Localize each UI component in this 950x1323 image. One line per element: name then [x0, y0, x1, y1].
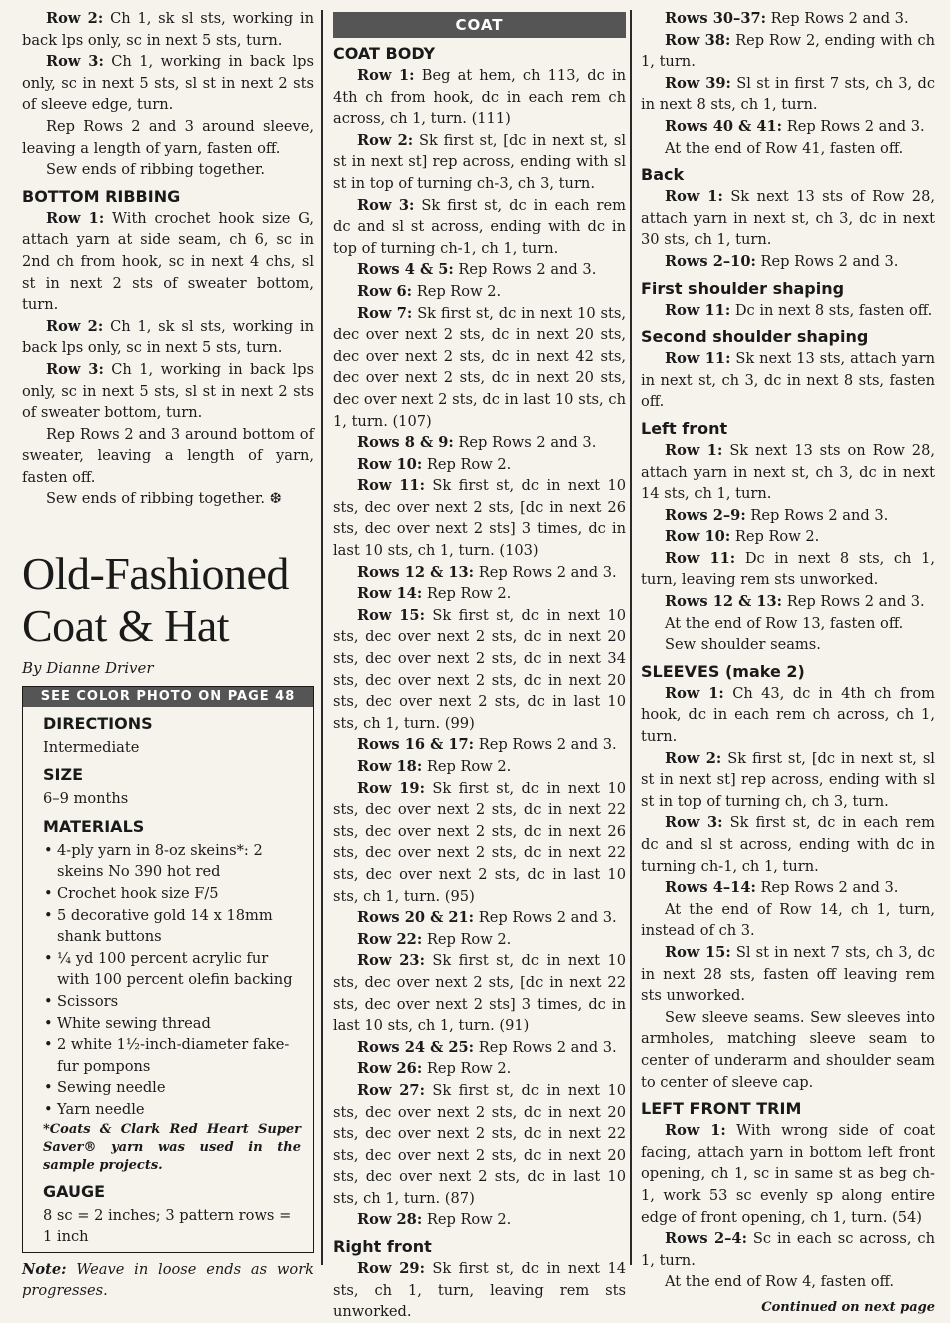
row-label: Rows 2–4:: [665, 1230, 747, 1248]
instruction-row: [22, 51, 314, 116]
row-text: Rep Rows 2 and 3.: [760, 252, 899, 270]
row-label: Row 3:: [665, 814, 723, 832]
row-text: At the end of Row 13, fasten off.: [665, 614, 904, 632]
row-text: Rep Row 2.: [416, 282, 502, 300]
row-label: Row 18:: [357, 758, 423, 775]
directions-heading: DIRECTIONS: [43, 713, 153, 733]
row-text: Rep Rows 2 and 3.: [760, 879, 899, 897]
yarn-footnote: *Coats & Clark Red Heart Super Saver® yarn was used in the sample projects.: [43, 1121, 301, 1173]
instruction-row: [641, 634, 935, 656]
instruction-row: [333, 303, 626, 433]
section-heading: Back: [641, 165, 685, 185]
instruction-row: [333, 1080, 626, 1210]
row-label: Row 28:: [357, 1211, 423, 1229]
column-rule: [321, 10, 323, 1265]
section-heading: First shoulder shaping: [641, 278, 845, 298]
row-text: Sc in each sc across, ch 1, turn.: [641, 1230, 936, 1269]
row-label: Row 1:: [665, 684, 724, 702]
row-label: Rows 16 & 17:: [357, 736, 475, 754]
instruction-row: [333, 1037, 626, 1059]
material-item: • White sewing thread: [57, 1013, 301, 1035]
right-front-rows: [333, 1258, 626, 1323]
instruction-row: [641, 748, 935, 813]
intro-rows: [22, 8, 314, 181]
section-heading: Right front: [333, 1237, 432, 1257]
row-text: Sk first st, dc in next 10 sts, dec over next 2 sts, [dc in next 22 sts, dec over next 2 sts] 3 times, dc in last 10 sts, ch 1, turn. (91): [333, 952, 627, 1035]
row-label: Row 11:: [665, 301, 731, 319]
row-text: Sk first st, [dc in next st, sl st in next st] rep across, ending with sl st in top of turning ch-3, ch 3, turn.: [333, 131, 626, 192]
row-text: Rep Row 2, ending with ch 1, turn.: [641, 31, 936, 71]
row-label: Row 15:: [665, 943, 731, 961]
article-title: [22, 548, 314, 652]
instruction-row: [641, 30, 935, 73]
row-text: Ch 1, sk sl sts, working in back lps only, sc in next 5 sts, turn.: [22, 10, 314, 49]
directions-text: Intermediate: [43, 738, 140, 756]
material-item: • 4-ply yarn in 8-oz skeins*: 2 skeins No 390 hot red: [57, 840, 301, 883]
left-front-rows: [641, 440, 935, 656]
row-text: Rep Rows 2 and 3.: [458, 434, 597, 452]
info-box: [22, 686, 314, 1253]
instruction-row: [333, 583, 626, 605]
section-heading: LEFT FRONT TRIM: [641, 1099, 802, 1119]
row-label: Row 3:: [357, 196, 415, 214]
row-text: Rep Rows 2 and 3 around bottom of sweater, leaving a length of yarn, fasten off.: [22, 425, 314, 486]
instruction-row: [641, 877, 935, 899]
instruction-row: [333, 454, 626, 476]
instruction-row: [333, 475, 626, 561]
row-text: Rep Rows 2 and 3.: [478, 1038, 617, 1056]
row-label: Row 10:: [357, 455, 423, 473]
instruction-row: [641, 812, 935, 877]
row-text: Ch 43, dc in 4th ch from hook, dc in each rem ch across, ch 1, turn.: [641, 684, 935, 746]
row-text: Rep Row 2.: [426, 930, 512, 948]
row-text: Sk first st, dc in next 14 sts, ch 1, turn, leaving rem sts unworked.: [333, 1260, 627, 1321]
row-label: Row 6:: [357, 282, 413, 300]
instruction-row: [22, 359, 314, 424]
row-label: Row 26:: [357, 1060, 423, 1078]
row-text: Rep Rows 2 and 3.: [786, 593, 925, 611]
back-rows: [641, 186, 935, 272]
row-label: Row 14:: [357, 585, 423, 603]
instruction-row: [333, 1058, 626, 1080]
instruction-row: [22, 316, 314, 359]
instruction-row: [333, 929, 626, 951]
instruction-row: [641, 186, 935, 251]
continued-note: Continued on next page: [761, 1299, 935, 1315]
row-label: Row 1:: [357, 67, 415, 84]
row-label: Row 23:: [357, 952, 425, 970]
row-text: At the end of Row 41, fasten off.: [665, 139, 904, 157]
instruction-row: [333, 65, 626, 130]
instruction-row: [641, 73, 935, 116]
row-text: Rep Rows 2 and 3.: [478, 909, 617, 927]
row-label: Row 7:: [357, 304, 413, 322]
bottom-ribbing-rows: [22, 208, 314, 510]
row-label: Row 22:: [357, 930, 423, 948]
row-text: Ch 1, working in back lps only, sc in next 5 sts, sl st in next 2 sts of sweater bottom, turn.: [22, 360, 314, 422]
row-label: Row 3:: [46, 360, 104, 378]
row-text: Rep Rows 2 and 3.: [750, 506, 889, 524]
instruction-row: [641, 1271, 935, 1293]
row-text: Dc in next 8 sts, ch 1, turn, leaving rem sts unworked.: [641, 549, 935, 589]
instruction-row: [333, 734, 626, 756]
row-text: Sl st in next 7 sts, ch 3, dc in next 28 sts, fasten off leaving rem sts unworked.: [641, 943, 936, 1005]
row-label: Rows 12 & 13:: [357, 563, 475, 581]
row-text: Sew sleeve seams. Sew sleeves into armholes, matching sleeve seam to center of underarm and shoulder seam to center of sleeve cap.: [641, 1008, 935, 1091]
column-2: [333, 8, 626, 1323]
instruction-row: [641, 591, 935, 613]
row-text: Sk first st, dc in each rem dc and sl st across, ending with dc in top of turning ch-1, ch 1, turn.: [333, 196, 626, 257]
instruction-row: [641, 942, 935, 1007]
row-label: Row 1:: [665, 188, 723, 206]
instruction-row: [333, 778, 626, 908]
instruction-row: [641, 1007, 935, 1093]
row-text: Sk next 13 sts on Row 28, attach yarn in next st, ch 3, dc in next 14 sts, ch 1, turn.: [641, 441, 935, 503]
second-shoulder-rows: [641, 348, 935, 413]
note-text: Weave in loose ends as work progresses.: [22, 1260, 315, 1300]
instruction-row: [333, 259, 626, 281]
row-label: Row 2:: [46, 317, 104, 335]
instruction-row: [641, 613, 935, 635]
material-item: • Yarn needle: [57, 1099, 301, 1121]
byline: By Dianne Driver: [22, 659, 154, 678]
row-label: Row 1:: [665, 441, 723, 459]
row-text: Sew shoulder seams.: [665, 636, 821, 654]
row-text: Sk next 13 sts of Row 28, attach yarn in next st, ch 3, dc in next 30 sts, ch 1, turn.: [641, 188, 935, 249]
row-text: Rep Row 2.: [426, 1211, 512, 1229]
row-text: Rep Row 2.: [426, 585, 512, 603]
row-text: Rep Row 2.: [426, 758, 512, 775]
material-item: • Scissors: [57, 991, 301, 1013]
row-label: Row 3:: [46, 53, 104, 71]
note: [22, 1259, 314, 1302]
instruction-row: [641, 548, 935, 591]
instruction-row: [22, 8, 314, 51]
row-text: Rep Rows 2 and 3.: [786, 117, 925, 135]
row-text: Ch 1, working in back lps only, sc in next 5 sts, sl st in next 2 sts of sleeve edge, turn.: [22, 53, 314, 114]
row-label: Row 11:: [357, 477, 425, 495]
instruction-row: [333, 907, 626, 929]
column-rule: [630, 10, 632, 1265]
row-text: Sk first st, dc in next 10 sts, dec over next 2 sts, dc in next 20 sts, dec over next 2 sts, dc in next 22 sts, dec over next 2 sts, dc in next 20 sts, dec over next 2 sts, dc in last 10 sts, ch 1, turn. (87): [333, 1081, 627, 1207]
first-shoulder-rows: [641, 300, 935, 322]
row-text: Rep Rows 2 and 3.: [458, 261, 597, 279]
row-label: Rows 24 & 25:: [357, 1038, 475, 1056]
coat-banner: COAT: [333, 12, 626, 38]
material-item: • 2 white 1½-inch-diameter fake-fur pompons: [57, 1034, 301, 1077]
row-label: Row 29:: [357, 1260, 425, 1278]
sleeves-rows: [641, 683, 935, 1093]
section-heading: Left front: [641, 418, 728, 438]
instruction-row: [333, 562, 626, 584]
row-label: Rows 12 & 13:: [665, 593, 783, 611]
instruction-row: [641, 440, 935, 505]
size-text: 6–9 months: [43, 790, 129, 808]
photo-banner: SEE COLOR PHOTO ON PAGE 48: [23, 687, 313, 707]
coat-body-rows: [333, 65, 626, 1231]
material-item: • 5 decorative gold 14 x 18mm shank buttons: [57, 905, 301, 948]
section-heading: BOTTOM RIBBING: [22, 186, 181, 206]
row-label: Row 2:: [665, 749, 722, 767]
row-text: Sk first st, dc in each rem dc and sl st across, ending with dc in turning ch-1, ch 1, turn.: [641, 814, 935, 875]
instruction-row: [333, 605, 626, 735]
row-text: Sk first st, dc in next 10 sts, dec over next 2 sts, [dc in next 26 sts, dec over next 2 sts] 3 times, dc in last 10 sts, ch 1, turn. (103): [333, 477, 627, 560]
section-heading: COAT BODY: [333, 44, 436, 63]
instruction-row: [22, 424, 314, 489]
title-line: Coat & Hat: [22, 600, 230, 652]
row-label: Row 11:: [665, 549, 736, 567]
row-text: Rep Row 2.: [426, 1060, 512, 1078]
instruction-row: [641, 300, 935, 322]
row-text: With wrong side of coat facing, attach yarn in bottom left front opening, ch 1, sc in same st as beg ch-1, work 53 sc evenly sp along entire edge of front opening, ch 1, turn. (54): [641, 1122, 935, 1226]
title-line: Old-Fashioned: [22, 548, 289, 600]
row-label: Row 19:: [357, 779, 425, 797]
row-text: Ch 1, sk sl sts, working in back lps only, sc in next 5 sts, turn.: [22, 317, 314, 357]
row-label: Rows 4 & 5:: [357, 261, 454, 279]
instruction-row: [22, 116, 314, 159]
row-label: Rows 2–9:: [665, 506, 746, 524]
row-text: Sew ends of ribbing together. ❆: [46, 490, 282, 508]
row-label: Rows 8 & 9:: [357, 434, 454, 452]
instruction-row: [22, 159, 314, 181]
row-label: Row 10:: [665, 528, 731, 546]
instruction-row: [641, 899, 935, 942]
instruction-row: [333, 281, 626, 303]
row-label: Row 1:: [46, 209, 105, 227]
row-label: Row 38:: [665, 31, 731, 49]
instruction-row: [641, 138, 935, 160]
row-text: Rep Rows 2 and 3.: [478, 736, 617, 754]
size-heading: SIZE: [43, 765, 84, 785]
row-text: Sk first st, dc in next 10 sts, dec over next 2 sts, dc in next 20 sts, dec over next 2 sts, dc in next 34 sts, dec over next 2 sts, dc in next 20 sts, dec over next 2 sts, dc in last 10 sts, ch 1, turn. (99): [333, 606, 627, 732]
row-label: Row 15:: [357, 606, 425, 624]
row-text: Sk next 13 sts, attach yarn in next st, ch 3, dc in next 8 sts, fasten off.: [641, 350, 936, 411]
column-3: [641, 8, 935, 1318]
row-text: Rep Rows 2 and 3.: [478, 563, 617, 581]
row-label: Rows 30–37:: [665, 10, 767, 27]
instruction-row: [333, 1258, 626, 1323]
instruction-row: [641, 1120, 935, 1228]
instruction-row: [333, 950, 626, 1036]
row-text: Rep Row 2.: [734, 528, 820, 546]
row-label: Row 2:: [46, 10, 104, 27]
section-heading: SLEEVES (make 2): [641, 661, 805, 681]
row-text: With crochet hook size G, attach yarn at side seam, ch 6, sc in 2nd ch from hook, sc in next 4 chs, sl st in next 2 sts of sweater bottom, turn.: [22, 209, 314, 314]
gauge-heading: GAUGE: [43, 1181, 106, 1201]
instruction-row: [333, 432, 626, 454]
instruction-row: [641, 116, 935, 138]
material-item: • Sewing needle: [57, 1077, 301, 1099]
instruction-row: [22, 488, 314, 510]
note-label: Note:: [22, 1260, 67, 1278]
row-text: Rep Rows 2 and 3 around sleeve, leaving a length of yarn, fasten off.: [22, 117, 314, 157]
instruction-row: [333, 130, 626, 195]
row-label: Row 2:: [357, 131, 414, 149]
material-item: • Crochet hook size F/5: [57, 883, 301, 905]
right-front-cont-rows: [641, 8, 935, 159]
materials-list: [43, 840, 301, 1121]
row-text: Sl st in first 7 sts, ch 3, dc in next 8 sts, ch 1, turn.: [641, 74, 936, 114]
instruction-row: [333, 1209, 626, 1231]
row-text: Sk first st, dc in next 10 sts, dec over next 2 sts, dc in next 20 sts, dec over next 2 sts, dc in next 42 sts, dec over next 2 sts, dc in next 20 sts, dec over next 2 sts, dc in last 10 sts, ch 1, turn. (107): [333, 304, 626, 430]
row-text: Rep Rows 2 and 3.: [770, 10, 909, 27]
instruction-row: [22, 208, 314, 316]
instruction-row: [641, 683, 935, 748]
instruction-row: [641, 348, 935, 413]
row-label: Rows 40 & 41:: [665, 117, 783, 135]
row-text: Beg at hem, ch 113, dc in 4th ch from hook, dc in each rem ch across, ch 1, turn. (111): [333, 67, 627, 128]
material-item: • ¼ yd 100 percent acrylic fur with 100 percent olefin backing: [57, 948, 301, 991]
instruction-row: [641, 8, 935, 30]
instruction-row: [641, 1228, 935, 1271]
row-text: Rep Row 2.: [426, 455, 512, 473]
row-text: Sk first st, [dc in next st, sl st in next st] rep across, ending with sl st in top of turning ch, ch 3, turn.: [641, 749, 935, 810]
row-label: Rows 2–10:: [665, 252, 756, 270]
row-label: Rows 20 & 21:: [357, 909, 475, 927]
materials-heading: MATERIALS: [43, 816, 145, 836]
gauge-text: 8 sc = 2 inches; 3 pattern rows = 1 inch: [43, 1206, 292, 1246]
row-text: At the end of Row 4, fasten off.: [665, 1273, 895, 1291]
row-text: Sk first st, dc in next 10 sts, dec over next 2 sts, dc in next 22 sts, dec over next 2 sts, dc in next 26 sts, dec over next 2 sts, dc in next 22 sts, dec over next 2 sts, dc in last 10 sts, ch 1, turn. (95): [333, 779, 627, 905]
row-text: At the end of Row 14, ch 1, turn, instead of ch 3.: [641, 900, 935, 940]
row-label: Row 27:: [357, 1081, 425, 1099]
section-heading: Second shoulder shaping: [641, 327, 869, 347]
left-front-trim-rows: [641, 1120, 935, 1293]
row-label: Row 39:: [665, 74, 731, 92]
instruction-row: [641, 526, 935, 548]
row-text: Dc in next 8 sts, fasten off.: [734, 301, 933, 319]
row-text: Sew ends of ribbing together.: [46, 161, 266, 179]
instruction-row: [333, 195, 626, 260]
instruction-row: [333, 756, 626, 778]
row-label: Row 11:: [665, 350, 731, 368]
column-1: [22, 8, 314, 1302]
instruction-row: [641, 505, 935, 527]
instruction-row: [641, 251, 935, 273]
row-label: Row 1:: [665, 1122, 726, 1140]
row-label: Rows 4–14:: [665, 879, 756, 897]
